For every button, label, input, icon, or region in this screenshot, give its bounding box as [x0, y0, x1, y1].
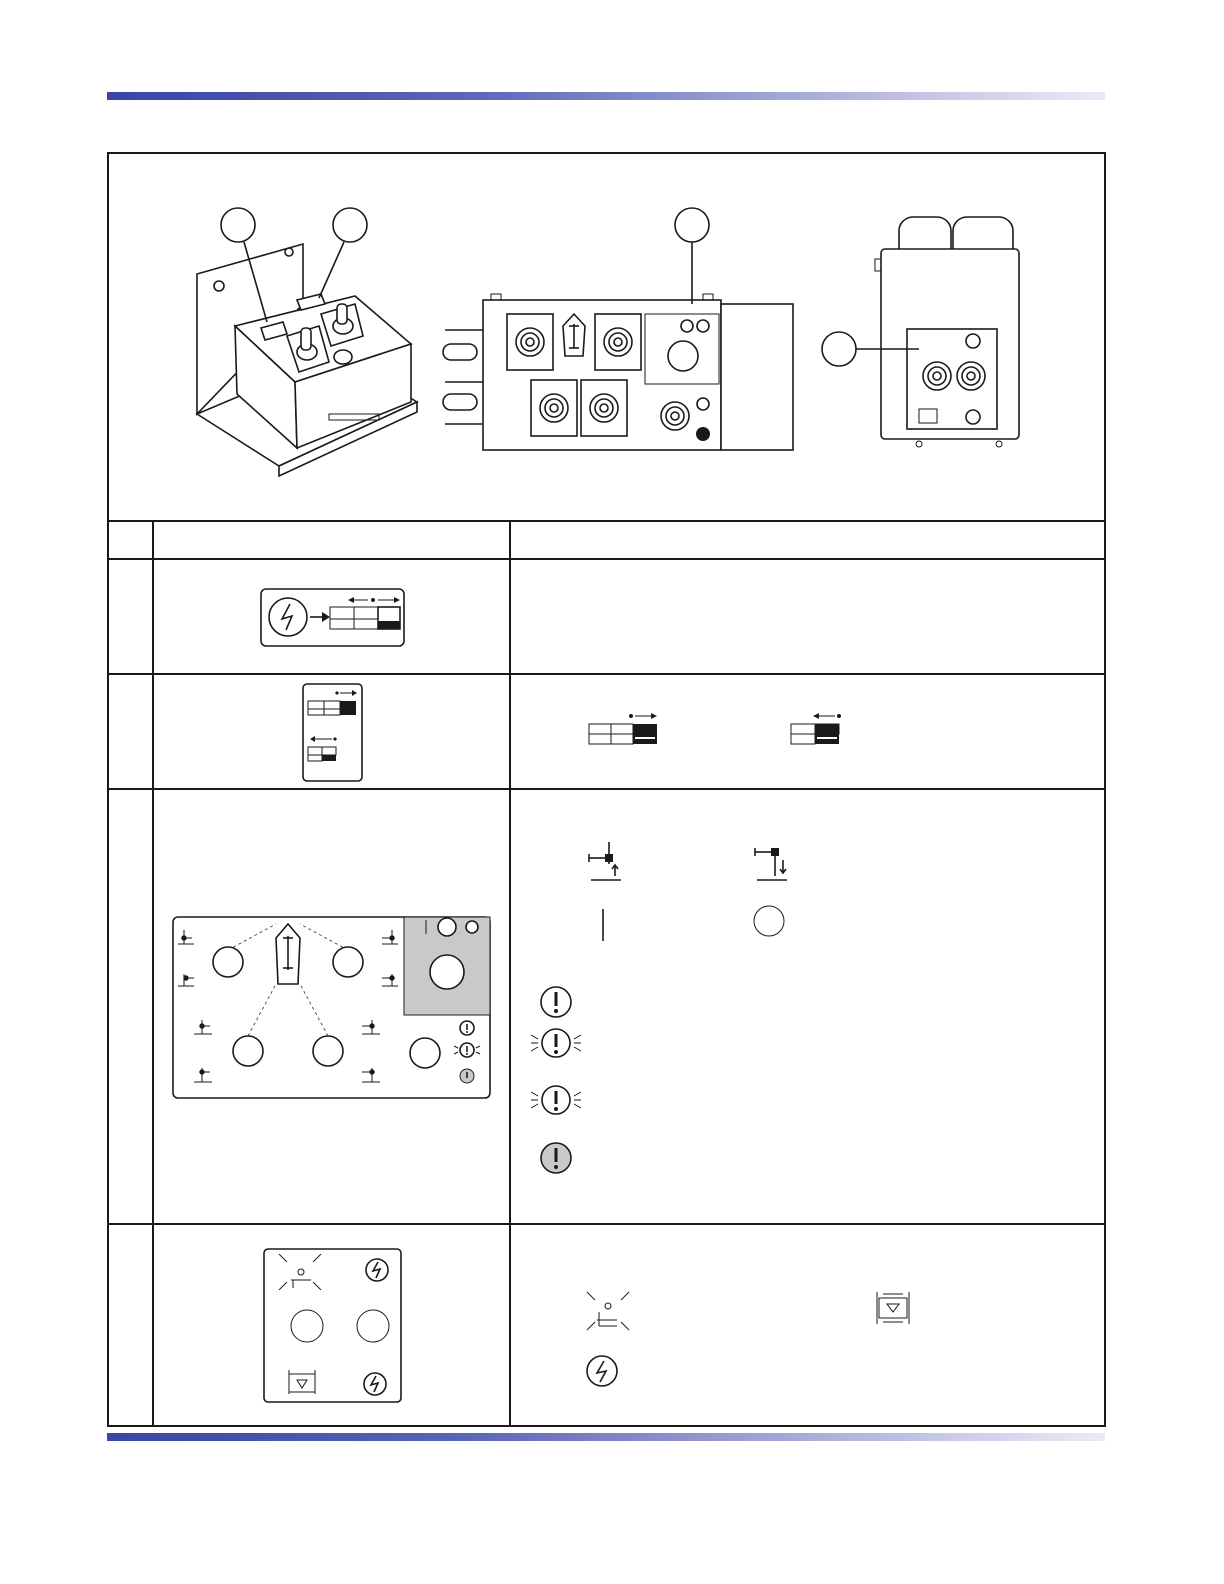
jack-button-rear-left	[531, 380, 577, 436]
jack-control-panel-diagram	[172, 916, 492, 1100]
leveling-panel-illustration	[819, 209, 1019, 449]
master-switch-decal	[260, 588, 406, 648]
jack-button-rear-right	[581, 380, 627, 436]
jack-button-front-left	[507, 314, 553, 370]
callout-bubble-2	[333, 208, 367, 242]
jack-panel-illustration	[435, 204, 805, 454]
on-position-icon	[601, 908, 605, 942]
tilt-icon	[873, 1290, 913, 1326]
exclamation-flashing-icon	[529, 1025, 583, 1061]
exclamation-flashing-icon	[529, 1082, 583, 1118]
callout-bubble-4	[822, 332, 856, 366]
leveling-control-decal	[263, 1248, 403, 1404]
lightning-bolt-icon	[585, 1354, 619, 1388]
auto-level-icon	[585, 1290, 631, 1332]
jack-button-front-right	[595, 314, 641, 370]
off-position-icon	[752, 904, 786, 938]
extend-right-icon	[587, 712, 659, 748]
retract-left-icon	[789, 712, 845, 748]
exclamation-icon	[539, 985, 573, 1019]
footer-rule	[107, 1433, 1105, 1441]
callout-bubble-1	[221, 208, 255, 242]
header-rule	[107, 92, 1105, 100]
lift-down-icon	[753, 840, 793, 882]
lift-up-icon	[587, 840, 627, 882]
figure-table-frame	[107, 152, 1106, 1427]
exclamation-solid-icon	[539, 1141, 573, 1175]
slide-out-decal	[302, 683, 364, 783]
callout-bubble-3	[675, 208, 709, 242]
